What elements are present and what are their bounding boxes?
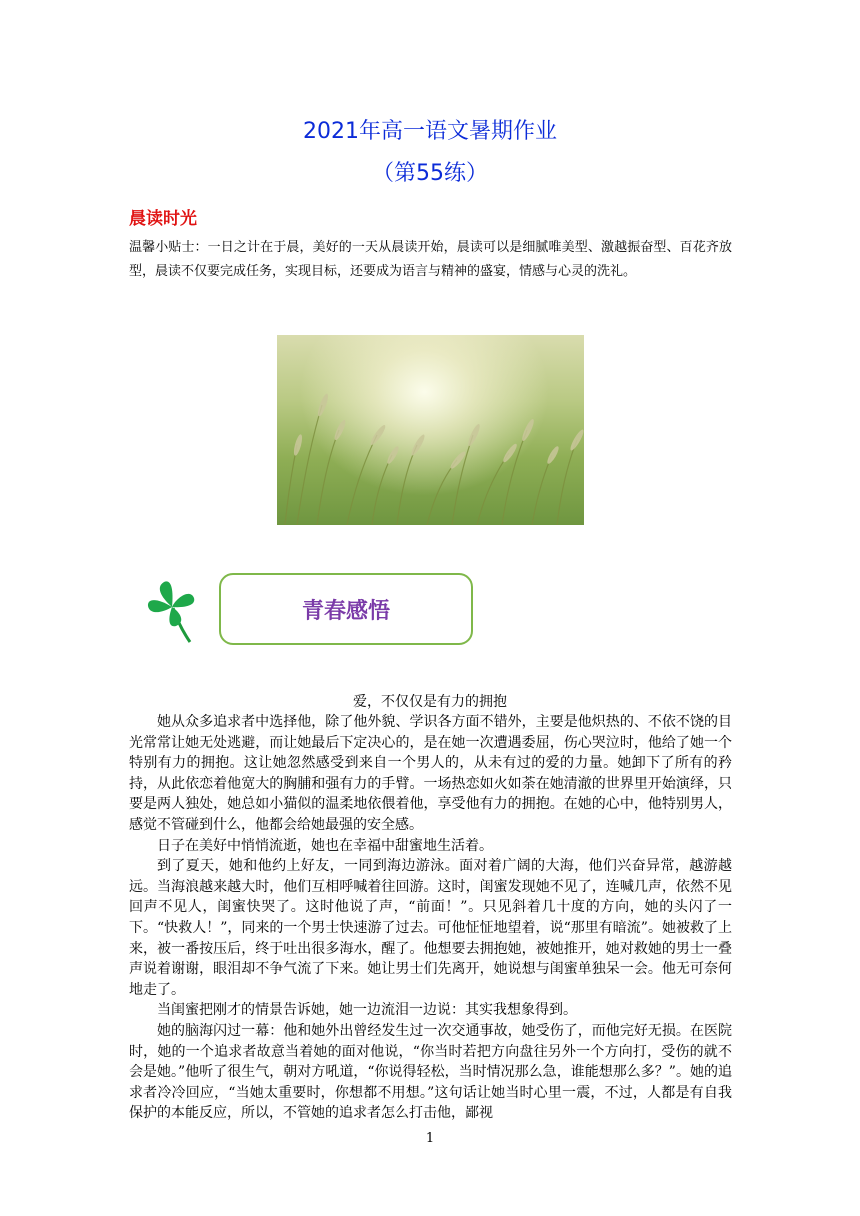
story-paragraph: 她的脑海闪过一幕：他和她外出曾经发生过一次交通事故，她受伤了，而他完好无损。在医院时，她的一个追求者故意当着她的面对他说，“你当时若把方向盘往另外一个方向打，受伤的就不会是她。”他听了很生气，朝对方吼道，“你说得轻松，当时情况那么急，谁能想那么多？”。她的追求者冷冷回应，“当她太重要时，你想都不用想。”这句话让她当时心里一震，不过，人都是有自我保护的本能反应，所以，不管她的追求者怎么打击他，鄙视	[129, 1022, 732, 1122]
story-title: 爱，不仅仅是有力的拥抱	[353, 694, 507, 710]
clover-icon	[146, 578, 198, 644]
document-subtitle: （第55练）	[372, 161, 488, 186]
grass-field-photo	[277, 335, 584, 525]
story-paragraph: 日子在美好中悄悄流逝，她也在幸福中甜蜜地生活着。	[157, 837, 493, 854]
tip-paragraph: 温馨小贴士：一日之计在于晨，美好的一天从晨读开始，晨读可以是细腻唯美型、激越振奋型、百花齐放型，晨读不仅要完成任务，实现目标，还要成为语言与精神的盛宴，情感与心灵的洗礼。	[129, 240, 732, 279]
story-paragraph: 当闺蜜把刚才的情景告诉她，她一边流泪一边说：其实我想象得到。	[157, 1002, 577, 1019]
document-title: 2021年高一语文暑期作业	[303, 119, 557, 144]
section-heading: 晨读时光	[129, 209, 197, 229]
section-banner: 青春感悟	[219, 573, 473, 645]
story-body	[129, 712, 732, 1124]
grass-illustration	[277, 335, 584, 525]
story-paragraph: 她从众多追求者中选择他，除了他外貌、学识各方面不错外，主要是他炽热的、不依不饶的目光常常让她无处逃避，而让她最后下定决心的，是在她一次遭遇委屈，伤心哭泣时，他给了她一个特别有力的拥抱。这让她忽然感受到来自一个男人的，从未有过的爱的力量。她卸下了所有的矜持，从此依恋着他宽大的胸脯和强有力的手臂。一场热恋如火如荼在她清澈的世界里开始演绎，只要是两人独处，她总如小猫似的温柔地依偎着他，享受他有力的拥抱。在她的心中，他特别男人，感觉不管碰到什么，他都会给她最强的安全感。	[129, 714, 732, 833]
page-number: 1	[425, 1131, 435, 1146]
story-paragraph: 到了夏天，她和他约上好友，一同到海边游泳。面对着广阔的大海，他们兴奋异常，越游越远。当海浪越来越大时，他们互相呼喊着往回游。这时，闺蜜发现她不见了，连喊几声，依然不见回声不见人，闺蜜快哭了。这时他说了声，“前面！”。只见斜着几十度的方向，她的头闪了一下。“快救人！”，同来的一个男士快速游了过去。可他怔怔地望着，说“那里有暗流”。她被救了上来，被一番按压后，终于吐出很多海水，醒了。他想要去拥抱她，被她推开，她对救她的男士一叠声说着谢谢，眼泪却不争气流了下来。她让男士们先离开，她说想与闺蜜单独呆一会。他无可奈何地走了。	[129, 858, 732, 998]
